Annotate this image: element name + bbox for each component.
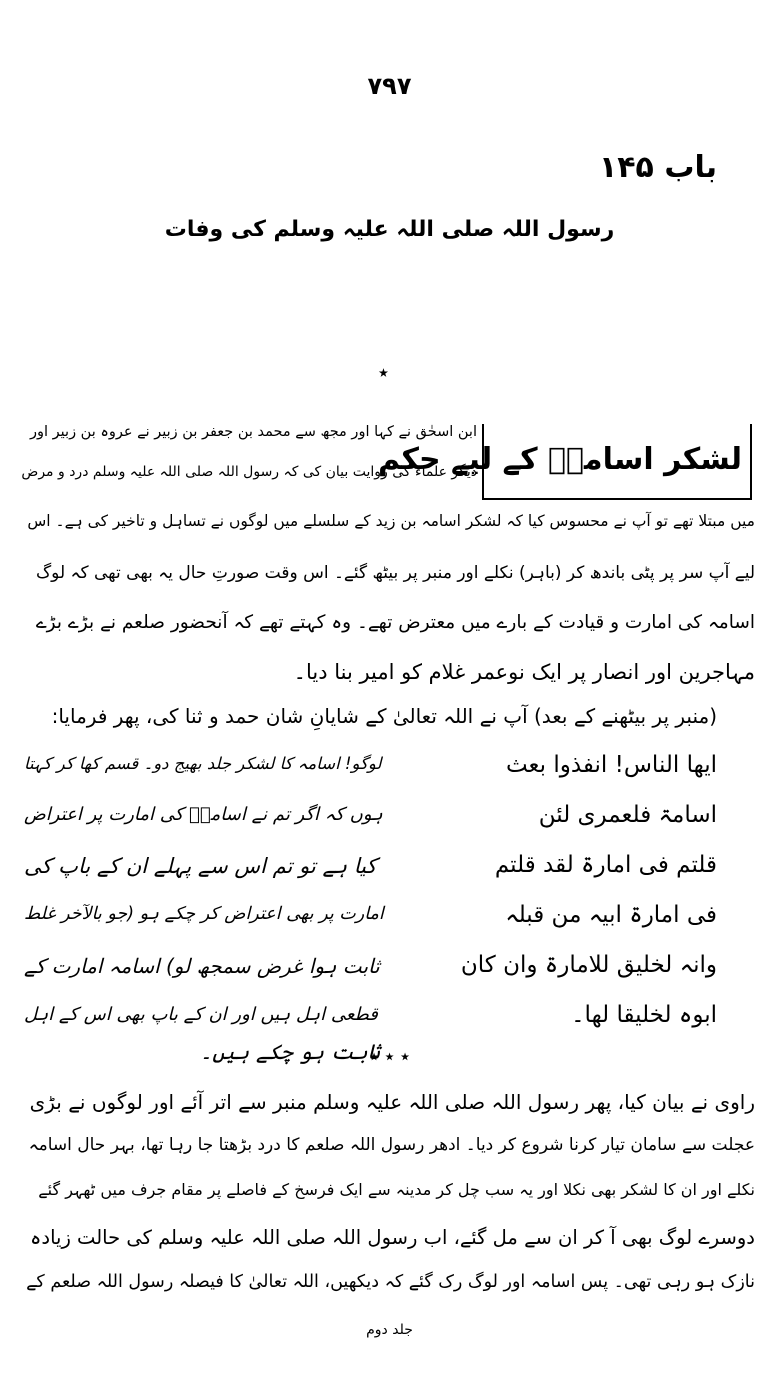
arabic-line: فی امارۃ ابیہ من قبلہ <box>505 902 717 928</box>
translation-line: لوگو! اسامہ کا لشکر جلد بھیج دو۔ قسم کھا کر کہتا <box>24 754 382 773</box>
arabic-line: ایھا الناس! انفذوا بعث <box>505 752 717 778</box>
closing-line: دوسرے لوگ بھی آ کر ان سے مل گئے، اب رسول اللہ صلی اللہ علیہ وسلم کی حالت زیادہ <box>29 1226 755 1249</box>
side-heading-box <box>377 424 752 500</box>
body-line: میں مبتلا تھے تو آپ نے محسوس کیا کہ لشکر اسامہ بن زید کے سلسلے میں لوگوں نے تساہل و تاخیر کی ہے۔ اس <box>27 512 755 530</box>
translation-line: ثابت ہو چکے ہیں۔ <box>200 1040 380 1064</box>
arabic-line: وانہ لخلیق للامارۃ وان کان <box>460 952 717 978</box>
intro-line: ابن اسحٰق نے کہا اور مجھ سے محمد بن جعفر بن زبیر نے عروہ بن زبیر اور <box>30 424 477 440</box>
page-number: ۷۹۷ <box>367 72 412 100</box>
body-line: لیے آپ سر پر پٹی باندھ کر (باہر) نکلے اور منبر پر بیٹھ گئے۔ اس وقت صورتِ حال یہ بھی تھی کہ لوگ <box>35 563 755 583</box>
translation-line: قطعی اہل ہیں اور ان کے باپ بھی اس کے اہل <box>24 1004 378 1025</box>
section-separator: ٭ ٭ ٭ <box>369 1046 410 1067</box>
translation-line: کیا ہے تو تم اس سے پہلے ان کے باپ کی <box>24 854 377 878</box>
closing-line: راوی نے بیان کیا، پھر رسول اللہ صلی اللہ علیہ وسلم منبر سے اتر آئے اور لوگوں نے بڑی <box>29 1090 755 1114</box>
body-line: اسامہ کی امارت و قیادت کے بارے میں معترض تھے۔ وہ کہتے تھے کہ آنحضور صلعم نے بڑے بڑے <box>35 612 755 633</box>
arabic-line: ابوہ لخلیقا لھا۔ <box>571 1002 717 1028</box>
translation-line: امارت پر بھی اعتراض کر چکے ہو (جو بالآخر غلط <box>24 904 384 924</box>
arabic-line: قلتم فی امارۃ لقد قلتم <box>494 852 717 878</box>
body-line: (منبر پر بیٹھنے کے بعد) آپ نے اللہ تعالیٰ کے شایانِ شان حمد و ثنا کی، پھر فرمایا: <box>51 704 717 728</box>
body-line: مہاجرین اور انصار پر ایک نوعمر غلام کو امیر بنا دیا۔ <box>293 660 755 684</box>
side-heading: لشکر اسامہؓ کے لیے حکم <box>377 442 742 477</box>
closing-line: نازک ہو رہی تھی۔ پس اسامہ اور لوگ رک گئے کہ دیکھیں، اللہ تعالیٰ کا فیصلہ رسول اللہ صلعم کے <box>26 1272 755 1292</box>
intro-line: دیگر علماء کی روایت بیان کی کہ رسول اللہ صلی اللہ علیہ وسلم درد و مرض <box>21 464 477 480</box>
closing-line: نکلے اور ان کا لشکر بھی نکلا اور یہ سب چل کر مدینہ سے ایک فرسخ کے فاصلے پر مقام جرف میں ٹھہر گئے <box>38 1180 755 1199</box>
translation-line: ثابت ہوا غرض سمجھ لو) اسامہ امارت کے <box>24 954 380 978</box>
chapter-label: باب ۱۴۵ <box>598 150 717 185</box>
ornament: ٭ <box>378 360 389 384</box>
chapter-title: رسول اللہ صلی اللہ علیہ وسلم کی وفات <box>164 217 615 242</box>
translation-line: ہوں کہ اگر تم نے اسامہؓ کی امارت پر اعتراض <box>24 804 383 825</box>
arabic-line: اسامۃ فلعمری لئن <box>538 802 717 828</box>
closing-line: عجلت سے سامان تیار کرنا شروع کر دیا۔ ادھر رسول اللہ صلعم کا درد بڑھتا جا رہا تھا، بہر حال اسامہ <box>28 1135 755 1155</box>
volume-footer: جلد دوم <box>366 1322 413 1338</box>
